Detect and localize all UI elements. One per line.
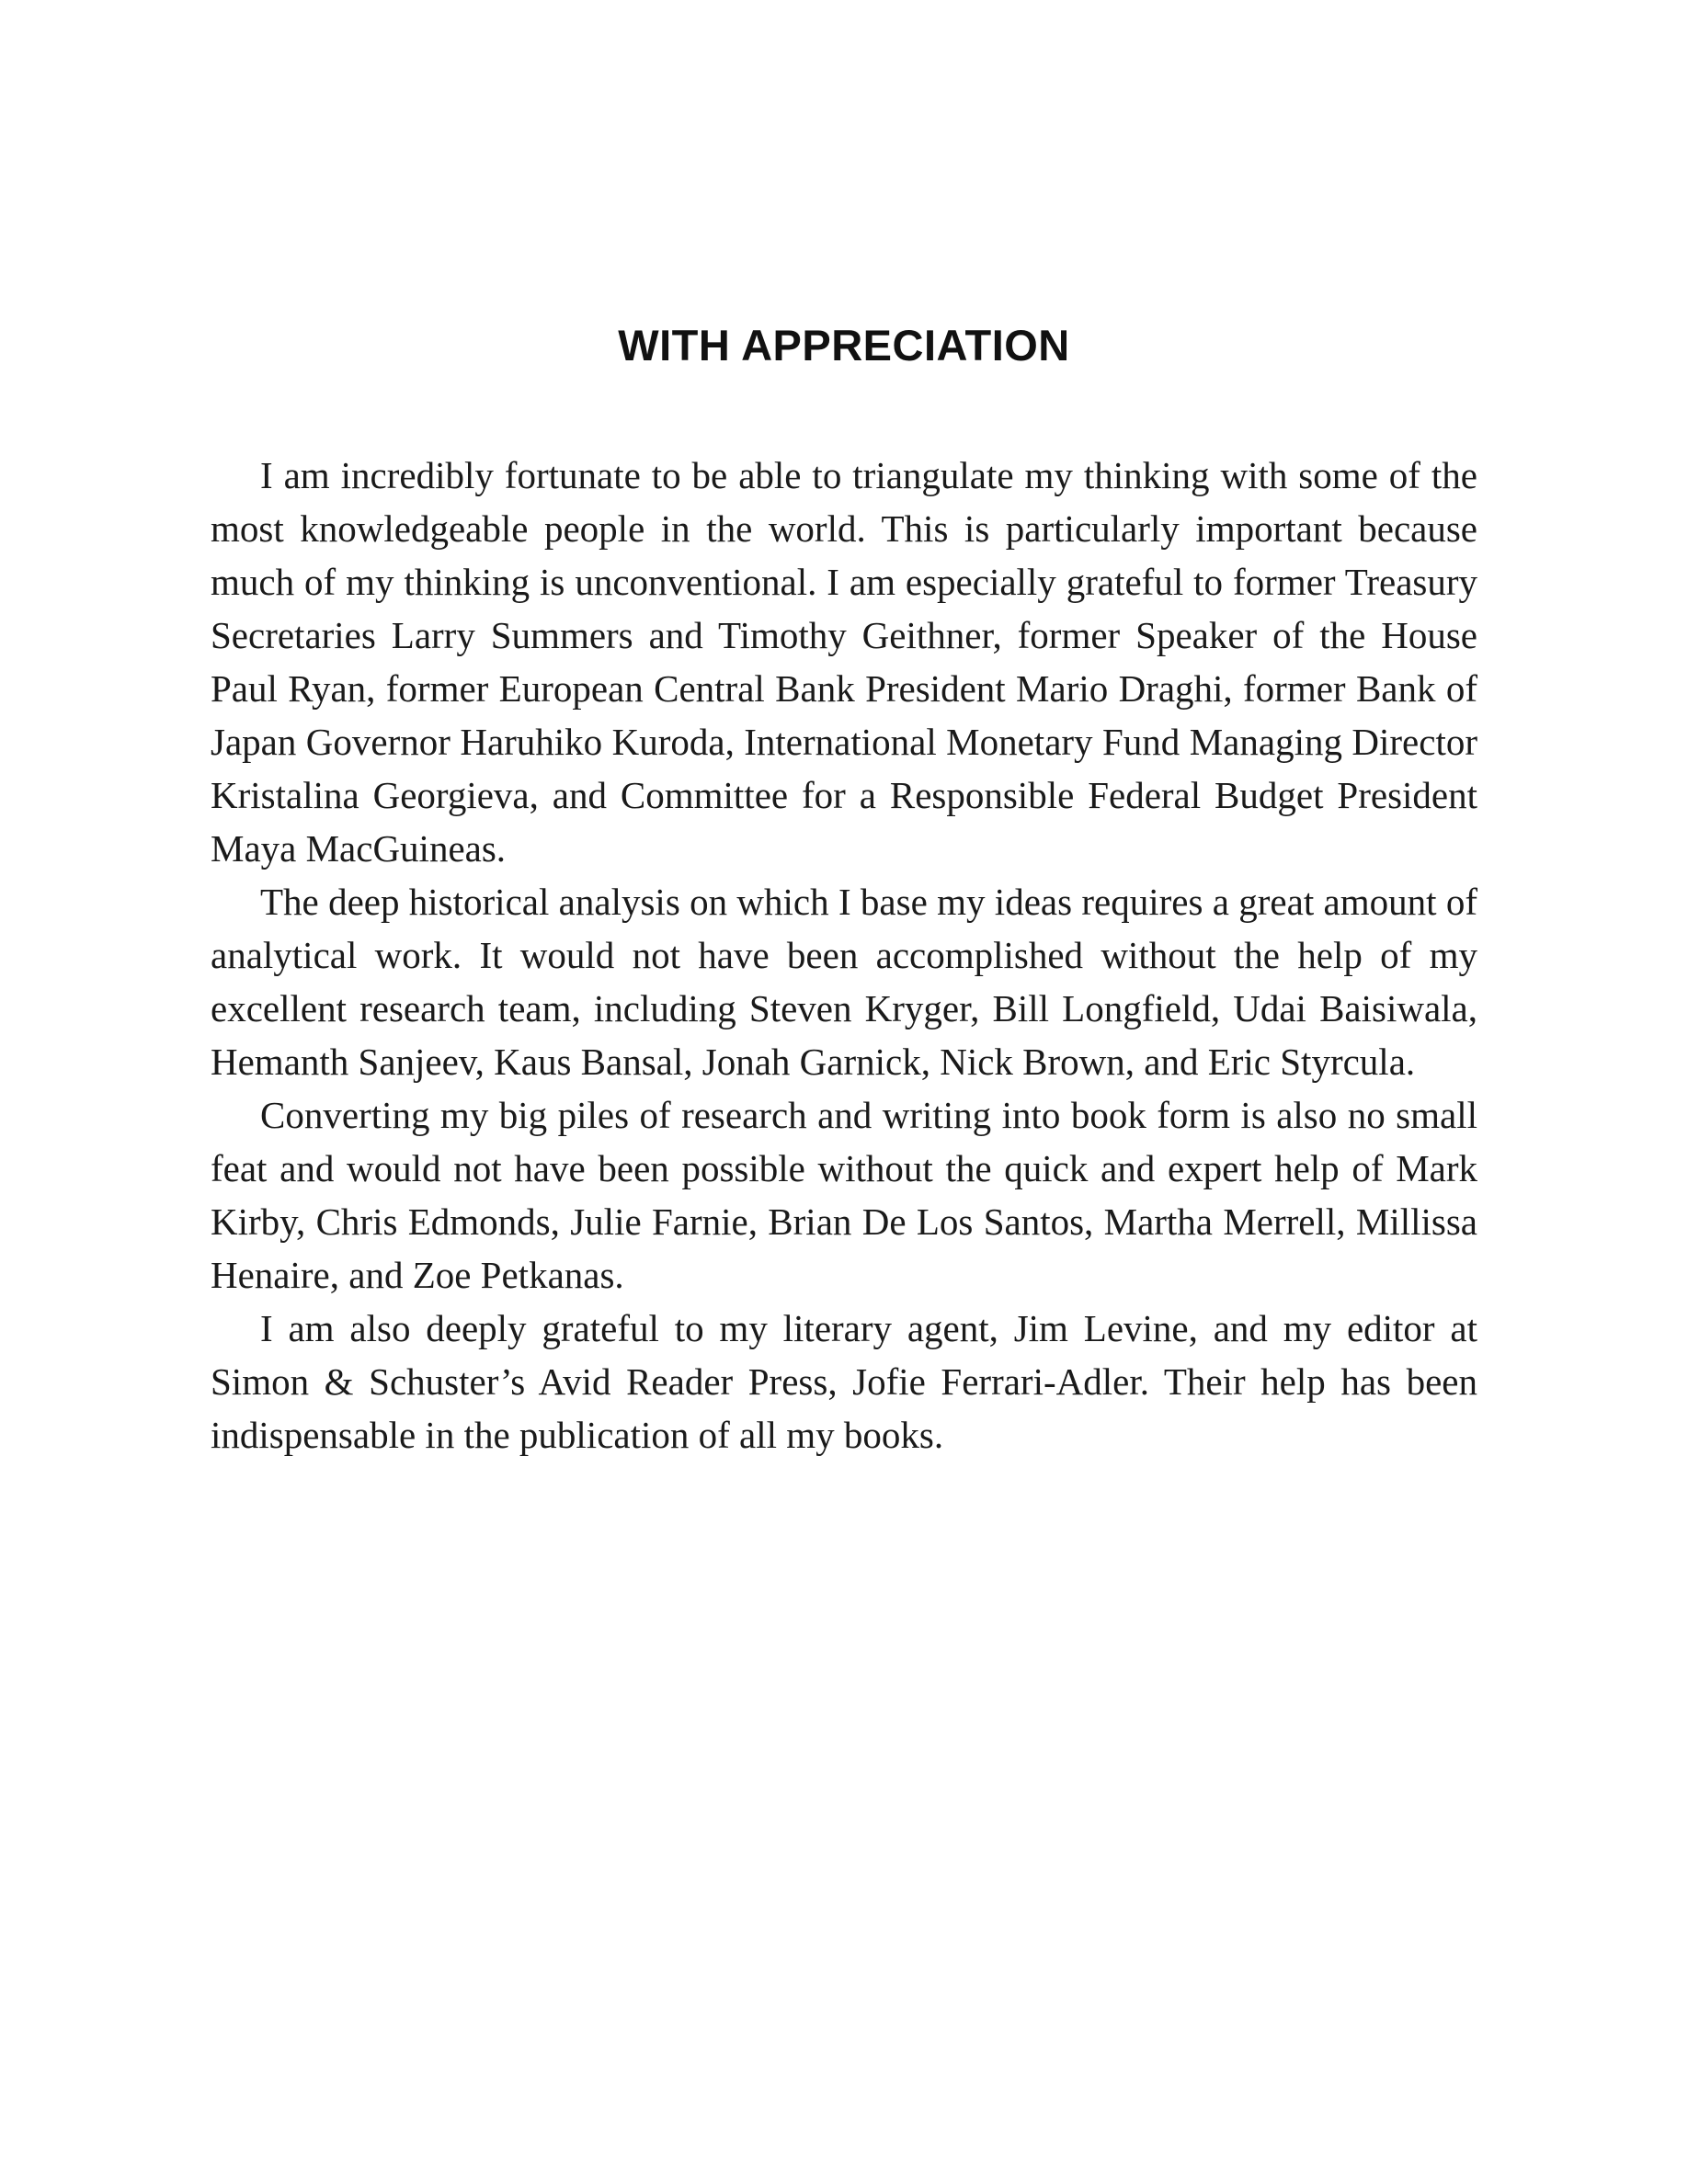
page-title: WITH APPRECIATION — [618, 321, 1070, 370]
acknowledgements-body — [211, 449, 1477, 1462]
paragraph: Converting my big piles of research and writing into book form is also no small feat and would not have been possible without the quick and expert help of Mark Kirby, Chris Edmonds, Julie Farnie, Brian De Los Santos, Martha Merrell, Millissa Henaire, and Zoe Petkanas. — [211, 1094, 1477, 1296]
paragraph: The deep historical analysis on which I base my ideas requires a great amount of analytical work. It would not have been accomplished without the help of my excellent research team, including Steven Kryger, Bill Longfield, Udai Baisiwala, Hemanth Sanjeev, Kaus Bansal, Jonah Garnick, Nick Brown, and Eric Styrcula. — [211, 881, 1477, 1083]
paragraph: I am incredibly fortunate to be able to triangulate my thinking with some of the most knowledgeable people in the world. This is particularly important because much of my thinking is unconventional. I am especially grateful to former Treasury Secretaries Larry Summers and Timothy Geithner, former Speaker of the House Paul Ryan, former European Central Bank President Mario Draghi, former Bank of Japan Governor Haruhiko Kuroda, International Monetary Fund Managing Director Kristalina Georgieva, and Committee for a Responsible Federal Budget President Maya MacGuineas. — [211, 454, 1477, 870]
paragraph: I am also deeply grateful to my literary agent, Jim Levine, and my editor at Simon & Schuster’s Avid Reader Press, Jofie Ferrari-Adler. Their help has been indispensable in the publication of all my books. — [211, 1307, 1477, 1456]
